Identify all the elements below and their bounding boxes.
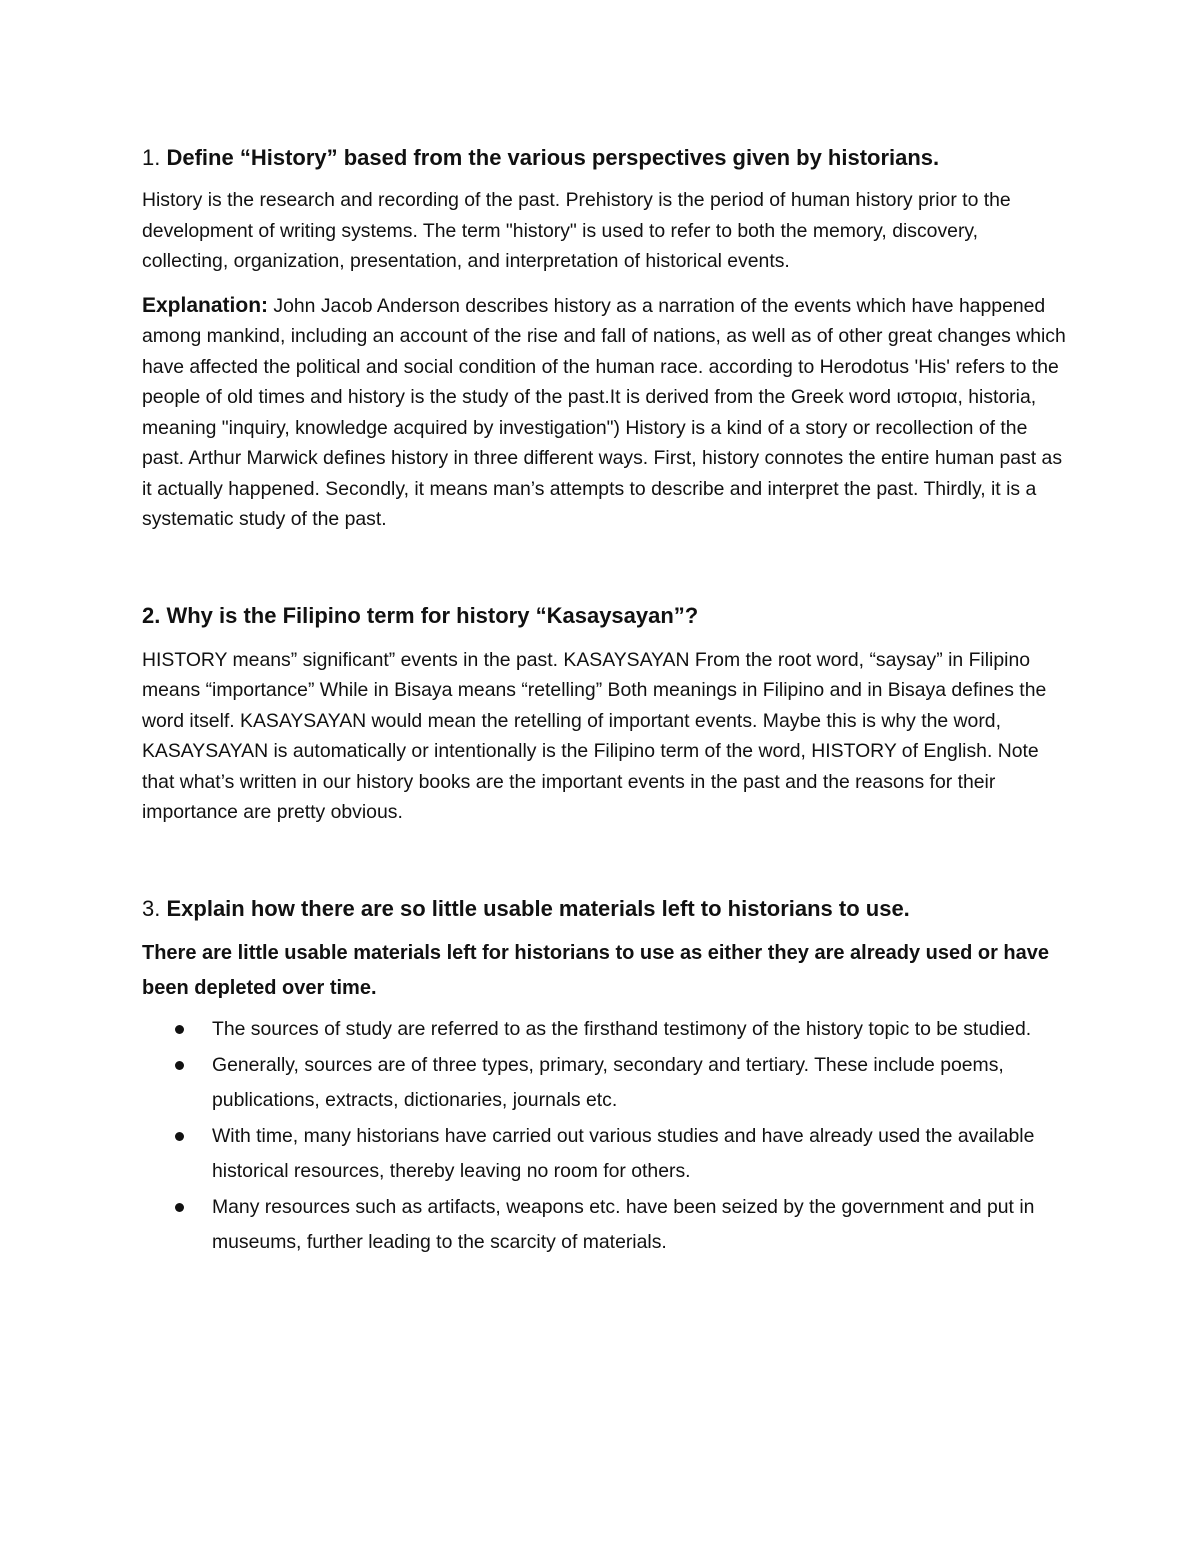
bullet-icon — [175, 1203, 184, 1212]
bullet-text: Generally, sources are of three types, primary, secondary and tertiary. These include poems, publications, extracts, dictionaries, journals etc. — [212, 1053, 1004, 1111]
bullet-text: With time, many historians have carried out various studies and have already used the available historical resources, thereby leaving no room for others. — [212, 1124, 1035, 1182]
bullet-text: The sources of study are referred to as the firsthand testimony of the history topic to be studied. — [212, 1017, 1032, 1040]
bullet-icon — [175, 1025, 184, 1034]
question-3-bullet-list — [142, 1012, 1067, 1260]
explanation-label: Explanation: — [142, 293, 269, 317]
question-3-number: 3. — [142, 895, 161, 921]
list-item — [142, 1190, 1067, 1260]
question-1-explanation — [142, 291, 1067, 535]
question-1-heading — [142, 143, 1067, 173]
question-2-heading: 2. Why is the Filipino term for history “Kasaysayan”? — [142, 602, 699, 628]
question-2-answer: HISTORY means” significant” events in the past. KASAYSAYAN From the root word, “saysay” in Filipino means “importance” While in Bisaya means “retelling” Both meanings in Filipino and in Bisaya defines the word itself. KASAYSAYAN would mean the retelling of important events. Maybe this is why the word, KASAYSAYAN is automatically or intentionally is the Filipino term of the word, HISTORY of English. Note that what’s written in our history books are the important events in the past and the reasons for their importance are pretty obvious. — [142, 648, 1047, 823]
bullet-icon — [175, 1061, 184, 1070]
question-1-number: 1. — [142, 145, 161, 170]
question-3-heading — [142, 894, 1067, 924]
bullet-text: Many resources such as artifacts, weapons etc. have been seized by the government and put in museums, further leading to the scarcity of materials. — [212, 1195, 1035, 1253]
list-item — [142, 1012, 1067, 1047]
explanation-text: John Jacob Anderson describes history as a narration of the events which have happened among mankind, including an account of the rise and fall of nations, as well as of other great changes which have affected the political and social condition of the human race. according to Herodotus 'His' refers to the people of old times and history is the study of the past.It is derived from the Greek word ιστορια, historia, meaning "inquiry, knowledge acquired by investigation") History is a kind of a story or recollection of the past. Arthur Marwick defines history in three different ways. First, history connotes the entire human past as it actually happened. Secondly, it means man’s attempts to describe and interpret the past. Thirdly, it is a systematic study of the past. — [142, 294, 1066, 530]
list-item — [142, 1048, 1067, 1118]
list-item — [142, 1119, 1067, 1189]
question-3-summary: There are little usable materials left for historians to use as either they are already used or have been depleted over time. — [142, 941, 1050, 999]
question-3-title: Explain how there are so little usable materials left to historians to use. — [166, 895, 910, 921]
question-1-title: Define “History” based from the various perspectives given by historians. — [166, 145, 940, 170]
document-body — [142, 143, 1067, 1261]
bullet-icon — [175, 1132, 184, 1141]
question-1-answer: History is the research and recording of the past. Prehistory is the period of human history prior to the development of writing systems. The term "history" is used to refer to both the memory, discovery, collecting, organization, presentation, and interpretation of historical events. — [142, 189, 1011, 272]
